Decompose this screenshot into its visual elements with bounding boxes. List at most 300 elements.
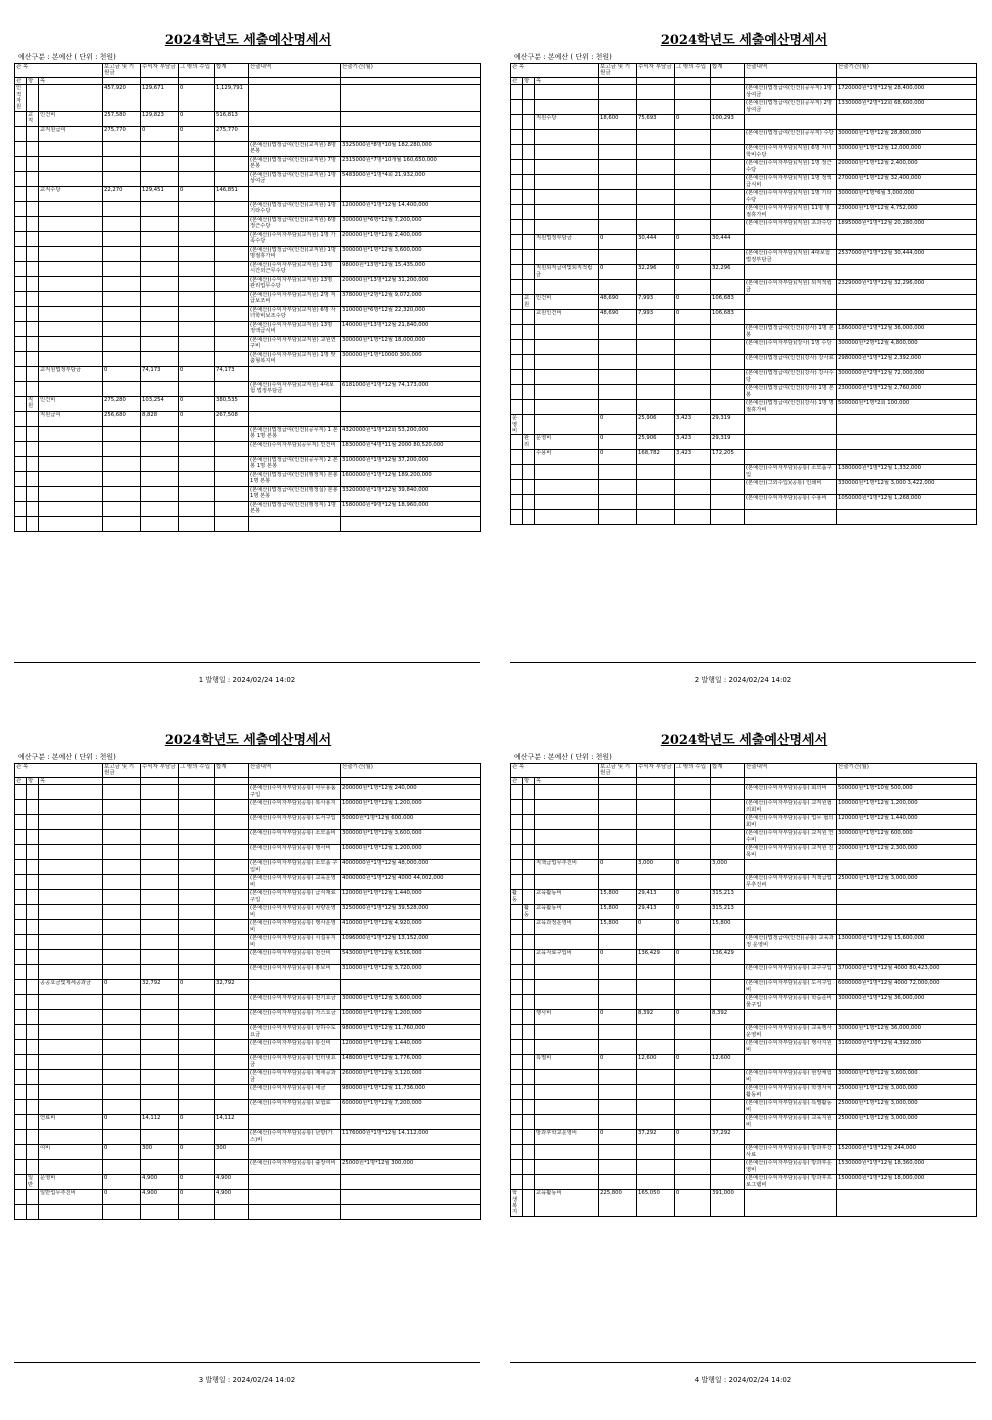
cell-etc <box>675 145 711 160</box>
cell-gwan <box>15 1145 27 1160</box>
cell-etc <box>179 1160 215 1175</box>
table-row <box>511 1040 977 1055</box>
cell-suik <box>637 1085 675 1100</box>
cell-etc: 0 <box>179 396 215 411</box>
table-row <box>511 905 977 920</box>
cell-mok <box>39 336 103 351</box>
table-row <box>511 965 977 980</box>
cell-hang <box>27 1025 39 1040</box>
cell-suik: 32,296 <box>637 265 675 280</box>
cell-suik <box>637 145 675 160</box>
cell-gwan <box>15 171 27 186</box>
cell-mok: 일반업무추진비 <box>39 1190 103 1205</box>
cell-total <box>215 156 249 171</box>
cell-gwan <box>511 250 523 265</box>
cell-detail: (본예산)(수익자부담)(공통) 교직원 연수비 <box>745 830 837 845</box>
header-row <box>15 64 481 78</box>
cell-gwan <box>15 1010 27 1025</box>
cell-mok <box>535 1025 599 1040</box>
cell-gwan <box>15 276 27 291</box>
cell-basis: 300000원*1명*12월 3,600,000 <box>837 1070 977 1085</box>
cell-total: 1,129,791 <box>215 85 249 112</box>
cell-gwan <box>511 1040 523 1055</box>
cell-bojo <box>599 1115 637 1130</box>
cell-etc <box>179 800 215 815</box>
cell-hang <box>523 1145 535 1160</box>
cell-gwan <box>511 205 523 220</box>
cell-etc <box>675 250 711 265</box>
cell-suik <box>637 1025 675 1040</box>
header-gwan: 관 목 <box>511 64 599 78</box>
cell-mok: 방과후학교운영비 <box>535 1130 599 1145</box>
cell-basis: 250000원*1명*12월 3,000,000 <box>837 1115 977 1130</box>
cell-suik <box>141 516 179 531</box>
cell-basis: 3250000원*1명*12월 39,528,000 <box>341 905 481 920</box>
header-suik: 수익자 부담금 <box>141 64 179 78</box>
cell-basis: 100000원*1명*12월 1,200,000 <box>837 800 977 815</box>
cell-gwan <box>511 965 523 980</box>
cell-mok <box>39 246 103 261</box>
cell-suik: 129,671 <box>141 85 179 112</box>
cell-mok <box>39 1055 103 1070</box>
table-row <box>511 175 977 190</box>
table-row <box>15 156 481 171</box>
cell-suik <box>141 995 179 1010</box>
cell-mok <box>535 1145 599 1160</box>
cell-detail: (본예산)(수익자부담)(공통) 통신비 <box>249 1040 341 1055</box>
cell-basis <box>837 950 977 965</box>
cell-basis: 3100000원*1명*12월 37,200,000 <box>341 456 481 471</box>
cell-hang <box>27 486 39 501</box>
table-row <box>511 510 977 525</box>
cell-mok <box>39 830 103 845</box>
cell-gwan <box>511 465 523 480</box>
cell-total: 32,296 <box>711 265 745 280</box>
table-row <box>511 935 977 950</box>
cell-bojo: 275,280 <box>103 396 141 411</box>
cell-suik <box>637 1115 675 1130</box>
table-row <box>511 1160 977 1175</box>
cell-etc <box>675 205 711 220</box>
cell-hang <box>27 1130 39 1145</box>
cell-suik <box>637 510 675 525</box>
cell-basis <box>341 1145 481 1160</box>
cell-bojo <box>103 261 141 276</box>
cell-etc <box>675 355 711 370</box>
page-3 <box>14 730 482 1420</box>
cell-detail <box>249 1175 341 1190</box>
cell-total <box>215 306 249 321</box>
cell-basis <box>341 516 481 531</box>
cell-suik <box>141 381 179 396</box>
cell-hang <box>523 800 535 815</box>
table-row <box>15 111 481 126</box>
cell-detail: (본예산)(법정급여(인건)(강사) 1명 명절휴가비 <box>745 400 837 415</box>
cell-bojo <box>103 216 141 231</box>
cell-hang <box>27 456 39 471</box>
cell-suik <box>141 785 179 800</box>
cell-gwan <box>15 486 27 501</box>
cell-basis: 260000원*1명*12월 3,120,000 <box>341 1070 481 1085</box>
cell-bojo <box>103 1205 141 1220</box>
cell-hang <box>27 875 39 890</box>
cell-mok: 직원퇴직급여및퇴직적립금 <box>535 265 599 280</box>
cell-mok <box>535 980 599 995</box>
cell-detail <box>249 980 341 995</box>
cell-total: 37,292 <box>711 1130 745 1145</box>
cell-basis: 2300000원*1명*12월 2,760,000 <box>837 385 977 400</box>
table-row <box>511 400 977 415</box>
cell-hang <box>27 411 39 426</box>
cell-etc <box>179 246 215 261</box>
cell-suik <box>141 486 179 501</box>
cell-detail <box>745 265 837 280</box>
cell-detail: (본예산)(법정급여(인건)(공무직) 수당 <box>745 130 837 145</box>
cell-mok <box>535 175 599 190</box>
cell-detail: (본예산)(수익자부담)(교직원) 13명 관리업무수당 <box>249 276 341 291</box>
table-row <box>511 830 977 845</box>
cell-detail: (본예산)(수익자부담)(공통) 차량운영비 <box>249 905 341 920</box>
cell-basis: 250000원*1명*12월 3,000,000 <box>837 1100 977 1115</box>
cell-mok <box>39 261 103 276</box>
cell-basis <box>837 235 977 250</box>
cell-basis: 1096000원*1명*12월 13,152,000 <box>341 935 481 950</box>
cell-etc <box>179 1100 215 1115</box>
cell-basis: 120000원*1명*12월 1,440,000 <box>837 815 977 830</box>
cell-bojo <box>103 890 141 905</box>
cell-gwan <box>15 186 27 201</box>
cell-basis: 500000원*1명*10월 500,000 <box>837 785 977 800</box>
cell-mok: 행사비 <box>535 1010 599 1025</box>
cell-basis: 1580000원*9명*12월 18,960,000 <box>341 501 481 516</box>
cell-gwan <box>511 355 523 370</box>
cell-detail: (본예산)(법정급여(인건)(공무직) 2명 상여금 <box>745 100 837 115</box>
table-row <box>15 516 481 531</box>
cell-detail <box>745 920 837 935</box>
cell-hang <box>27 1055 39 1070</box>
cell-gwan <box>511 935 523 950</box>
cell-suik <box>637 130 675 145</box>
cell-basis: 543000원*1명*12월 6,516,000 <box>341 950 481 965</box>
table-row <box>511 220 977 235</box>
cell-gwan <box>15 321 27 336</box>
cell-mok <box>39 456 103 471</box>
footer-rule <box>510 1362 976 1363</box>
cell-mok <box>535 830 599 845</box>
cell-total <box>215 1040 249 1055</box>
cell-suik <box>141 935 179 950</box>
cell-hang: 교직 <box>27 111 39 126</box>
cell-bojo <box>599 370 637 385</box>
cell-etc: 0 <box>675 950 711 965</box>
cell-hang <box>27 905 39 920</box>
table-row <box>15 396 481 411</box>
table-row <box>15 1040 481 1055</box>
cell-mok <box>535 465 599 480</box>
header-g2: 항 <box>27 777 39 784</box>
cell-bojo: 48,690 <box>599 310 637 325</box>
cell-basis: 300000원*1명*12월 36,000,000 <box>837 1025 977 1040</box>
table-row <box>511 1100 977 1115</box>
cell-etc: 0 <box>179 366 215 381</box>
cell-suik <box>141 276 179 291</box>
cell-gwan <box>511 905 523 920</box>
cell-mok <box>535 130 599 145</box>
cell-basis: 200000원*1명*12월 2,400,000 <box>837 160 977 175</box>
cell-gwan <box>15 501 27 516</box>
cell-detail: (본예산)(수익자부담)(공통) 인터넷요금 <box>249 1055 341 1070</box>
cell-total <box>215 1160 249 1175</box>
cell-bojo <box>599 340 637 355</box>
cell-etc <box>179 216 215 231</box>
cell-detail: (본예산)(수익자부담)(공통) 교구구입 <box>745 965 837 980</box>
cell-suik <box>141 1070 179 1085</box>
cell-hang <box>27 1040 39 1055</box>
cell-etc <box>179 231 215 246</box>
table-row <box>15 1025 481 1040</box>
cell-total: 106,683 <box>711 295 745 310</box>
cell-bojo <box>599 495 637 510</box>
cell-bojo <box>599 800 637 815</box>
cell-total: 267,508 <box>215 411 249 426</box>
cell-detail: (본예산)(수익자부담)(공통) 소모품비 <box>249 830 341 845</box>
cell-total <box>711 815 745 830</box>
cell-suik: 29,413 <box>637 890 675 905</box>
cell-bojo: 0 <box>103 1190 141 1205</box>
cell-basis: 250000원*1명*12월 3,000,000 <box>837 875 977 890</box>
table-row <box>511 1085 977 1100</box>
cell-bojo: 0 <box>599 1010 637 1025</box>
cell-basis <box>837 435 977 450</box>
cell-gwan <box>511 295 523 310</box>
cell-total <box>711 1100 745 1115</box>
table-row <box>511 845 977 860</box>
cell-gwan <box>15 246 27 261</box>
cell-total <box>215 1010 249 1025</box>
cell-etc <box>179 156 215 171</box>
cell-basis: 148000원*1명*12월 1,776,000 <box>341 1055 481 1070</box>
cell-suik <box>637 980 675 995</box>
cell-etc <box>179 201 215 216</box>
cell-basis <box>837 265 977 280</box>
cell-basis: 300000원*2명*12월 4,800,000 <box>837 340 977 355</box>
cell-etc <box>179 1070 215 1085</box>
cell-bojo <box>103 1085 141 1100</box>
cell-suik <box>637 355 675 370</box>
cell-detail <box>745 415 837 435</box>
cell-etc <box>179 381 215 396</box>
cell-hang <box>27 216 39 231</box>
cell-mok <box>39 1085 103 1100</box>
table-row <box>511 280 977 295</box>
cell-hang <box>27 830 39 845</box>
cell-mok <box>39 141 103 156</box>
cell-basis: 50000원*1명*12월 600,000 <box>341 815 481 830</box>
cell-hang <box>523 385 535 400</box>
cell-gwan <box>511 340 523 355</box>
table-row <box>511 785 977 800</box>
cell-basis <box>341 1175 481 1190</box>
cell-suik <box>637 830 675 845</box>
cell-mok: 여비 <box>39 1145 103 1160</box>
cell-mok <box>535 340 599 355</box>
header-total: 합계 <box>711 764 745 778</box>
cell-etc <box>675 935 711 950</box>
cell-suik <box>141 1100 179 1115</box>
table-row <box>15 306 481 321</box>
cell-basis <box>837 920 977 935</box>
cell-detail: (본예산)(법정급여(인건)(교직원) 1명 상여금 <box>249 171 341 186</box>
cell-total <box>711 1160 745 1175</box>
cell-suik <box>637 340 675 355</box>
table-row <box>511 480 977 495</box>
cell-total <box>215 336 249 351</box>
cell-mok <box>39 1130 103 1145</box>
cell-basis: 1380000원*1명*12월 1,332,000 <box>837 465 977 480</box>
cell-etc <box>675 1100 711 1115</box>
cell-bojo <box>103 935 141 950</box>
cell-suik <box>637 205 675 220</box>
cell-basis: 4000000원*1명*12월 48,000,000 <box>341 860 481 875</box>
cell-suik <box>637 100 675 115</box>
cell-mok <box>39 815 103 830</box>
cell-bojo <box>599 175 637 190</box>
cell-detail <box>745 1130 837 1145</box>
cell-bojo: 0 <box>599 450 637 465</box>
cell-detail <box>249 1115 341 1130</box>
cell-total: 30,444 <box>711 235 745 250</box>
cell-etc <box>675 1175 711 1190</box>
table-row <box>511 265 977 280</box>
cell-etc <box>675 175 711 190</box>
cell-suik: 129,823 <box>141 111 179 126</box>
cell-bojo <box>103 441 141 456</box>
cell-mok <box>39 351 103 366</box>
cell-mok: 교육활동비 <box>535 1190 599 1217</box>
cell-hang <box>27 306 39 321</box>
cell-mok <box>39 965 103 980</box>
cell-bojo: 0 <box>599 1055 637 1070</box>
cell-hang <box>27 291 39 306</box>
cell-gwan <box>511 1130 523 1145</box>
cell-total: 74,173 <box>215 366 249 381</box>
cell-total <box>215 261 249 276</box>
cell-bojo <box>103 830 141 845</box>
cell-detail: (본예산)(수익자부담)(공통) 소모품구입 <box>745 465 837 480</box>
cell-detail <box>249 366 341 381</box>
cell-suik <box>141 815 179 830</box>
cell-etc <box>179 845 215 860</box>
cell-etc <box>675 130 711 145</box>
cell-suik <box>637 1145 675 1160</box>
cell-basis: 300000원*1명*12월 28,800,000 <box>837 130 977 145</box>
table-row <box>15 216 481 231</box>
cell-bojo: 18,600 <box>599 115 637 130</box>
table-row <box>511 160 977 175</box>
table-row <box>511 1055 977 1070</box>
cell-etc: 3,423 <box>675 415 711 435</box>
cell-etc: 3,423 <box>675 450 711 465</box>
cell-mok <box>535 510 599 525</box>
cell-bojo <box>599 355 637 370</box>
cell-etc: 0 <box>179 111 215 126</box>
cell-total <box>215 965 249 980</box>
cell-mok <box>39 860 103 875</box>
cell-etc <box>179 426 215 441</box>
cell-gwan <box>511 980 523 995</box>
budget-table <box>14 763 481 1220</box>
cell-basis: 378000원*2명*12월 9,072,000 <box>341 291 481 306</box>
cell-suik: 7,993 <box>637 295 675 310</box>
cell-gwan <box>511 815 523 830</box>
cell-gwan <box>511 785 523 800</box>
cell-gwan <box>15 980 27 995</box>
cell-etc <box>675 800 711 815</box>
cell-etc <box>675 1070 711 1085</box>
cell-mok: 교육활동비 <box>535 890 599 905</box>
cell-mok <box>39 920 103 935</box>
table-row <box>15 965 481 980</box>
cell-basis <box>837 890 977 905</box>
cell-bojo <box>599 250 637 265</box>
cell-detail <box>745 950 837 965</box>
cell-suik <box>141 875 179 890</box>
table-row <box>15 501 481 516</box>
header-basis: 산출기간(월) <box>837 764 977 778</box>
table-row <box>511 205 977 220</box>
cell-bojo <box>103 815 141 830</box>
cell-bojo <box>103 201 141 216</box>
cell-detail: (본예산)(수익자부담)(직원) 6명 자녀학비수당 <box>745 145 837 160</box>
cell-etc <box>179 171 215 186</box>
cell-total <box>711 495 745 510</box>
cell-total <box>711 175 745 190</box>
page-footer: 1 발행일 : 2024/02/24 14:02 <box>198 676 296 684</box>
cell-total <box>215 830 249 845</box>
cell-hang <box>523 510 535 525</box>
cell-suik <box>141 141 179 156</box>
cell-gwan <box>511 435 523 450</box>
cell-hang <box>27 995 39 1010</box>
table-row <box>15 186 481 201</box>
cell-bojo <box>103 486 141 501</box>
table-row <box>15 920 481 935</box>
cell-mok <box>39 201 103 216</box>
cell-mok: 운영비 <box>39 1175 103 1190</box>
cell-mok: 직원급여 <box>39 411 103 426</box>
cell-basis <box>837 1130 977 1145</box>
table-row <box>15 1175 481 1190</box>
cell-gwan <box>511 280 523 295</box>
cell-etc <box>675 325 711 340</box>
table-row <box>15 231 481 246</box>
cell-suik: 136,429 <box>637 950 675 965</box>
cell-etc <box>179 441 215 456</box>
cell-hang <box>523 950 535 965</box>
table-row <box>15 411 481 426</box>
cell-basis: 200000원*1명*12월 240,000 <box>341 785 481 800</box>
cell-mok <box>535 370 599 385</box>
cell-hang <box>523 265 535 280</box>
table-row <box>511 875 977 890</box>
cell-basis <box>341 126 481 141</box>
cell-bojo <box>599 130 637 145</box>
cell-bojo: 48,690 <box>599 295 637 310</box>
cell-suik <box>637 965 675 980</box>
cell-gwan <box>511 385 523 400</box>
cell-mok <box>39 1010 103 1025</box>
header-row <box>15 764 481 778</box>
